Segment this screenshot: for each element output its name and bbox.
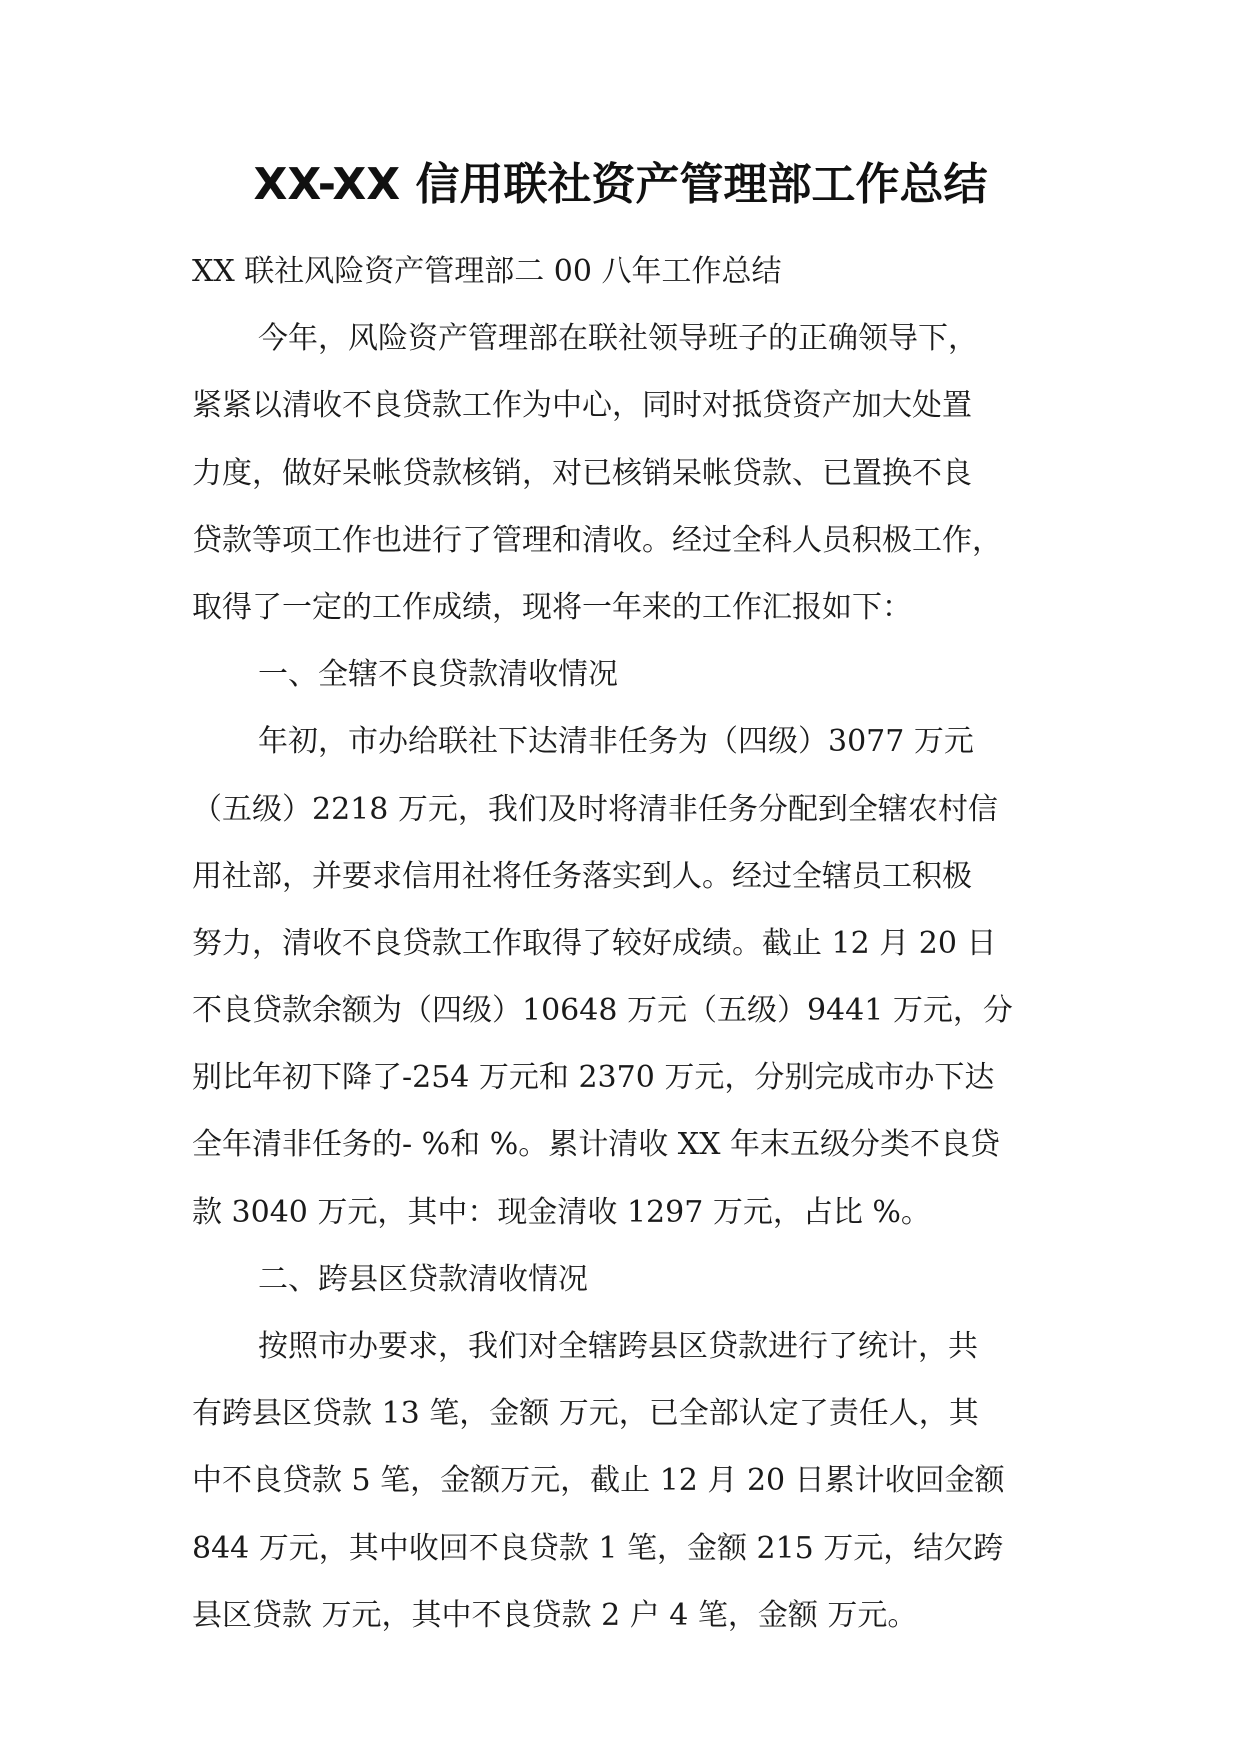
paragraph-intro [192, 305, 1072, 641]
document-title: XX-XX 信用联社资产管理部工作总结 [253, 159, 988, 210]
paragraph-line: 款 3040 万元，其中：现金清收 1297 万元，占比 %。 [192, 1194, 931, 1230]
section-heading: 一、全辖不良贷款清收情况 [258, 657, 618, 693]
paragraph-line: 用社部，并要求信用社将任务落实到人。经过全辖员工积极 [192, 858, 972, 894]
paragraph-section-2 [192, 1313, 1072, 1649]
paragraph-line: 全年清非任务的- %和 %。累计清收 XX 年末五级分类不良贷 [192, 1127, 1001, 1163]
paragraph-line: 中不良贷款 5 笔，金额万元，截止 12 月 20 日累计收回金额 [192, 1463, 1005, 1499]
paragraph-line: 取得了一定的工作成绩，现将一年来的工作汇报如下： [192, 589, 912, 625]
paragraph-line: 今年，风险资产管理部在联社领导班子的正确领导下， [258, 321, 978, 357]
paragraph-line: 按照市办要求，我们对全辖跨县区贷款进行了统计，共 [258, 1329, 978, 1364]
paragraph-line: 贷款等项工作也进行了管理和清收。经过全科人员积极工作， [192, 522, 1002, 558]
paragraph-line: 年初，市办给联社下达清非任务为（四级）3077 万元 [258, 724, 974, 760]
paragraph-section-1 [192, 708, 1072, 1246]
paragraph-line: 有跨县区贷款 13 笔，金额 万元，已全部认定了责任人，其 [192, 1396, 979, 1432]
section-heading: 二、跨县区贷款清收情况 [258, 1261, 588, 1297]
document-subtitle: XX 联社风险资产管理部二 00 八年工作总结 [192, 254, 782, 289]
section-heading-1 [192, 641, 1072, 708]
paragraph-line: 不良贷款余额为（四级）10648 万元（五级）9441 万元，分 [192, 993, 1013, 1029]
document-body [192, 238, 1072, 1649]
paragraph-line: 紧紧以清收不良贷款工作为中心，同时对抵贷资产加大处置 [192, 388, 972, 424]
paragraph-line: （五级）2218 万元，我们及时将清非任务分配到全辖农村信 [192, 791, 998, 827]
paragraph-line: 844 万元，其中收回不良贷款 1 笔，金额 215 万元，结欠跨 [192, 1530, 1004, 1566]
paragraph-line: 别比年初下降了-254 万元和 2370 万元，分别完成市办下达 [192, 1060, 995, 1096]
section-heading-2 [192, 1246, 1072, 1313]
paragraph-line: 力度，做好呆帐贷款核销，对已核销呆帐贷款、已置换不良 [192, 455, 972, 491]
paragraph-line: 县区贷款 万元，其中不良贷款 2 户 4 笔，金额 万元。 [192, 1597, 918, 1633]
paragraph-line: 努力，清收不良贷款工作取得了较好成绩。截止 12 月 20 日 [192, 925, 997, 961]
